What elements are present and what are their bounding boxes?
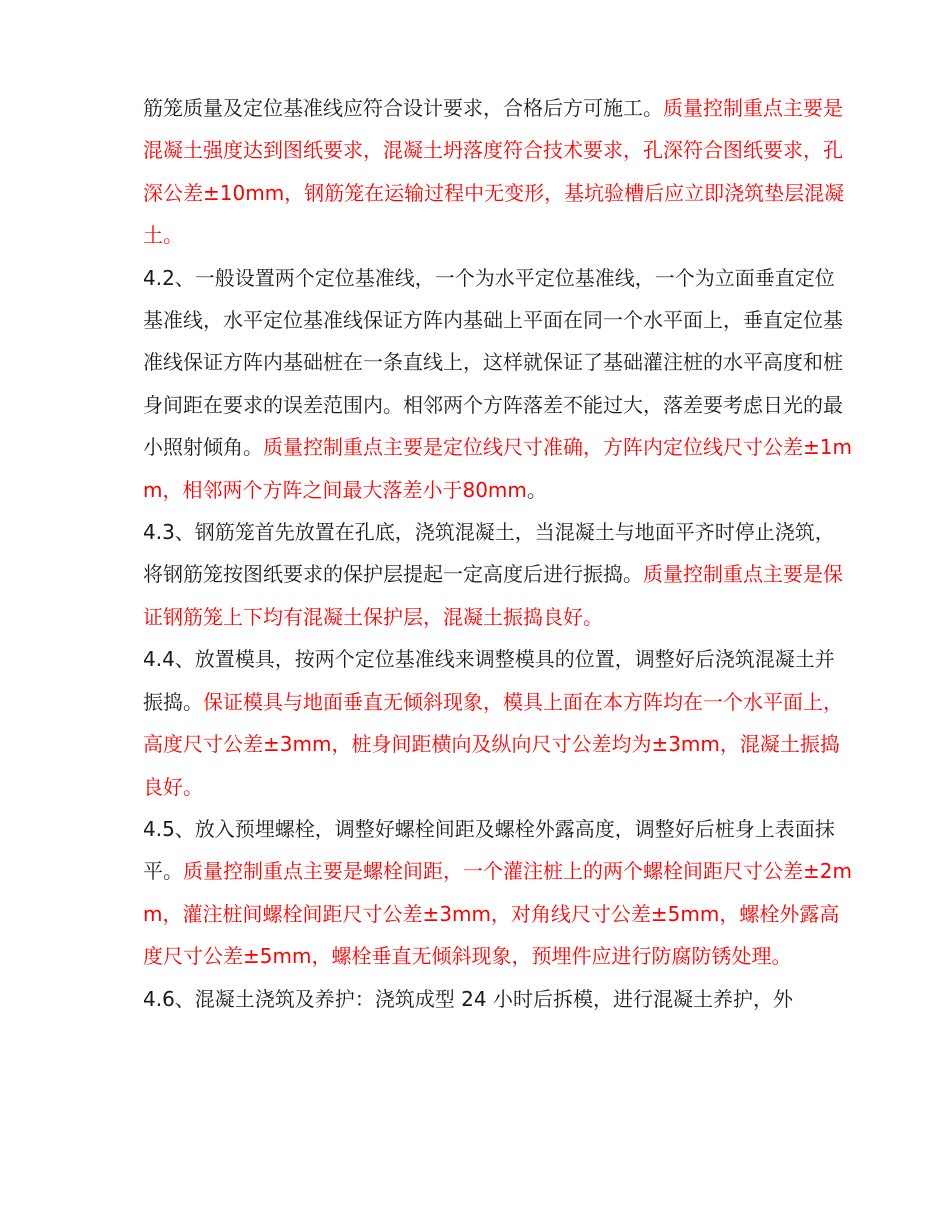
document-body <box>143 87 853 1020</box>
quality-control-text: 保证模具与地面垂直无倾斜现象，模具上面在本方阵均在一个水平面上，高度尺寸公差±3mm，桩身间距横向及纵向尺寸公差均为±3mm，混凝土振捣良好。 <box>143 689 843 799</box>
paragraph-4-3-rebar-placement <box>143 511 853 638</box>
body-text: 4.5、放入预埋螺栓，调整好螺栓间距及螺栓外露高度，调整好后桩身上表面抹平。 <box>143 816 835 884</box>
body-text: 4.6、混凝土浇筑及养护：浇筑成型 24 小时后拆模，进行混凝土养护，外 <box>143 986 793 1011</box>
quality-control-text: 质量控制重点主要是定位线尺寸准确，方阵内定位线尺寸公差±1mm，相邻两个方阵之间最大落差小于80mm <box>143 435 852 502</box>
paragraph-4-4-formwork <box>143 638 853 808</box>
body-text: 筋笼质量及定位基准线应符合设计要求，合格后方可施工。 <box>143 96 663 120</box>
body-text: 4.3、钢筋笼首先放置在孔底，浇筑混凝土，当混凝土与地面平齐时停止浇筑，将钢筋笼按图纸要求的保护层提起一定高度后进行振捣。 <box>143 520 835 587</box>
quality-control-text: 质量控制重点主要是保证钢筋笼上下均有混凝土保护层，混凝土振捣良好。 <box>143 562 843 629</box>
paragraph-4-5-anchor-bolts <box>143 808 853 978</box>
paragraph-rebar-cage-quality <box>143 87 853 257</box>
paragraph-4-6-curing <box>143 978 853 1020</box>
body-text: 4.2、一般设置两个定位基准线，一个为水平定位基准线，一个为立面垂直定位基准线，水平定位基准线保证方阵内基础上平面在同一个水平面上，垂直定位基准线保证方阵内基础桩在一条直线上，这样就保证了基础灌注桩的水平高度和桩身间距在要求的误差范围内。相邻两个方阵落差不能过大，落差要考虑日光的最小照射倾角。 <box>143 265 843 460</box>
body-text: 4.4、放置模具，按两个定位基准线来调整模具的位置，调整好后浇筑混凝土并振捣。 <box>143 647 835 714</box>
paragraph-4-2-datum-lines <box>143 257 853 511</box>
quality-control-text: 质量控制重点主要是混凝土强度达到图纸要求，混凝土坍落度符合技术要求，孔深符合图纸要求，孔深公差±10mm，钢筋笼在运输过程中无变形，基坑验槽后应立即浇筑垫层混凝土。 <box>143 96 845 248</box>
body-text: 。 <box>526 477 547 502</box>
quality-control-text: 质量控制重点主要是螺栓间距，一个灌注桩上的两个螺栓间距尺寸公差±2mm，灌注桩间螺栓间距尺寸公差±3mm，对角线尺寸公差±5mm，螺栓外露高度尺寸公差±5mm，螺栓垂直无倾斜现象，预埋件应进行防腐防锈处理。 <box>143 859 852 969</box>
